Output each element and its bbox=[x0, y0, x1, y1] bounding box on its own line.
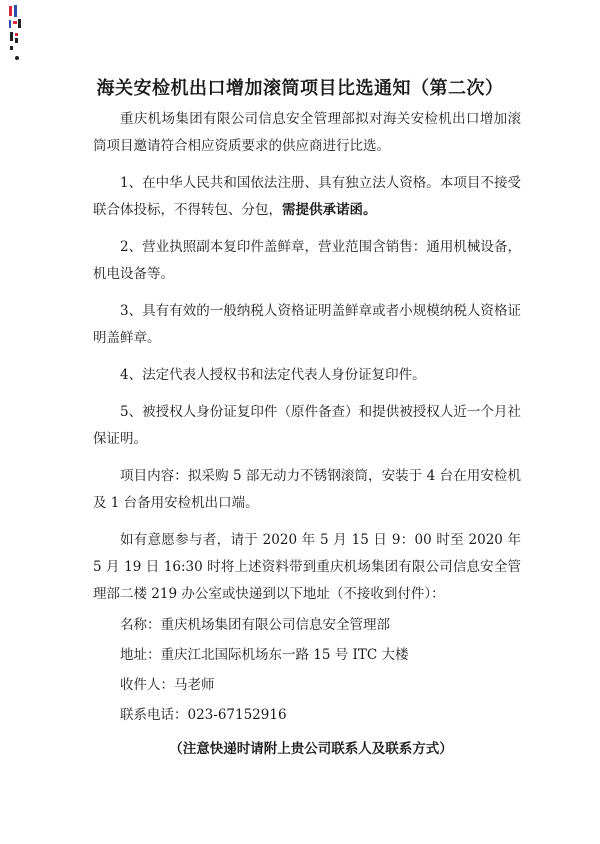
intro-paragraph: 重庆机场集团有限公司信息安全管理部拟对海关安检机出口增加滚筒项目邀请符合相应资质要求的供应商进行比选。 bbox=[93, 111, 521, 154]
requirement-4-text: 4、法定代表人授权书和法定代表人身份证复印件。 bbox=[120, 367, 426, 383]
requirement-1-emphasis: 需提供承诺函。 bbox=[282, 202, 377, 218]
document-title: 海关安检机出口增加滚筒项目比选通知（第二次） bbox=[96, 78, 504, 99]
requirement-1 bbox=[93, 170, 521, 224]
courier-note: （注意快递时请附上贵公司联系人及联系方式） bbox=[169, 741, 453, 757]
requirement-2 bbox=[93, 234, 521, 288]
document-body bbox=[93, 106, 521, 763]
requirement-3-text: 3、具有有效的一般纳税人资格证明盖鲜章或者小规模纳税人资格证明盖鲜章。 bbox=[93, 303, 521, 346]
contact-phone: 联系电话：023-67152916 bbox=[120, 707, 287, 723]
requirement-2-text: 2、营业执照副本复印件盖鲜章，营业范围含销售：通用机械设备，机电设备等。 bbox=[93, 239, 521, 282]
requirement-5 bbox=[93, 399, 521, 453]
requirement-4 bbox=[93, 362, 521, 389]
requirement-3 bbox=[93, 298, 521, 352]
contact-address: 地址：重庆江北国际机场东一路 15 号 ITC 大楼 bbox=[120, 647, 409, 663]
project-content-paragraph: 项目内容：拟采购 5 部无动力不锈钢滚筒，安装于 4 台在用安检机及 1 台备用安检机出口端。 bbox=[93, 468, 521, 511]
contact-name: 名称：重庆机场集团有限公司信息安全管理部 bbox=[120, 617, 390, 633]
requirement-5-text: 5、被授权人身份证复印件（原件备查）和提供被授权人近一个月社保证明。 bbox=[93, 404, 521, 447]
scan-corner-mark bbox=[6, 2, 24, 62]
submission-paragraph: 如有意愿参与者，请于 2020 年 5 月 15 日 9：00 时至 2020 年 5 月 19 日 16:30 时将上述资料带到重庆机场集团有限公司信息安全管理部二楼 219 办公室或快递到以下地址（不接收到付件）： bbox=[93, 532, 521, 602]
contact-recipient: 收件人：马老师 bbox=[120, 677, 215, 693]
requirement-1-text: 1、在中华人民共和国依法注册、具有独立法人资格。本项目不接受联合体投标，不得转包、分包， bbox=[93, 175, 521, 218]
